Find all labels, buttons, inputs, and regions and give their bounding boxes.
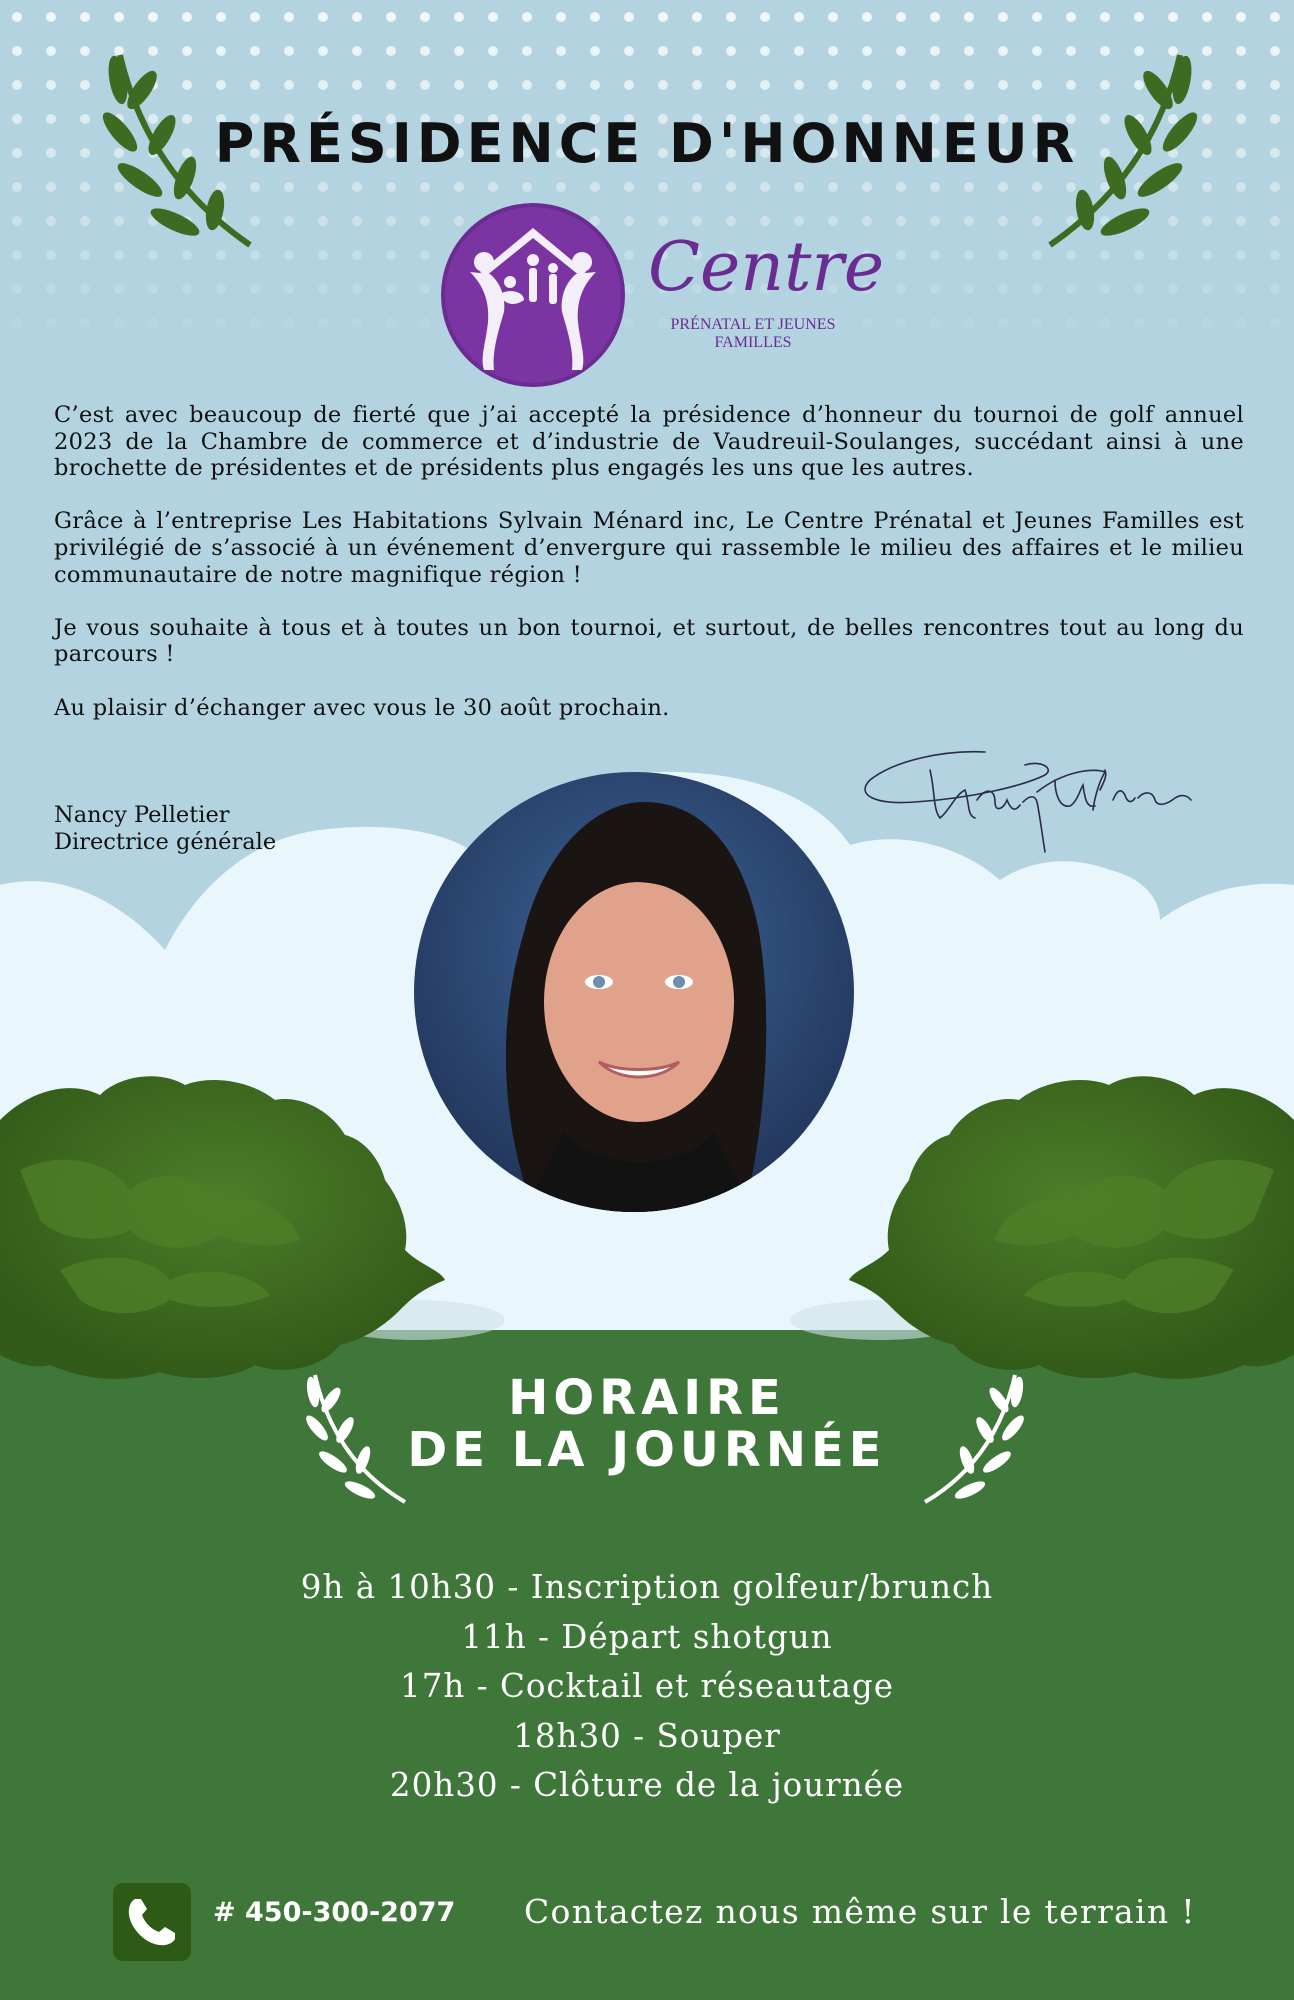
handwritten-signature <box>855 740 1195 860</box>
schedule-list <box>0 1563 1294 1811</box>
page-title: PRÉSIDENCE D'HONNEUR <box>214 112 1080 175</box>
logo-wordmark: Centre <box>648 228 885 307</box>
logo-subtitle-line: PRÉNATAL ET JEUNES <box>670 316 836 333</box>
schedule-item: 20h30 - Clôture de la journée <box>389 1766 905 1804</box>
signer-name: Nancy Pelletier <box>54 802 230 828</box>
schedule-item: 17h - Cocktail et réseautage <box>400 1667 894 1705</box>
contact-text: Contactez nous même sur le terrain ! <box>524 1892 1196 1931</box>
schedule-item: 9h à 10h30 - Inscription golfeur/brunch <box>300 1568 994 1606</box>
letter-paragraph: Grâce à l’entreprise Les Habitations Sylvain Ménard inc, Le Centre Prénatal et Jeunes Familles est privilégié de s’associé à un événement d’envergure qui rassemble le milieu des affaires et le milieu communautaire de notre magnifique région ! <box>54 508 1244 588</box>
schedule-title-line: DE LA JOURNÉE <box>407 1422 887 1478</box>
letter-paragraph: C’est avec beaucoup de fierté que j’ai accepté la présidence d’honneur du tournoi de golf annuel 2023 de la Chambre de commerce et d’industrie de Vaudreuil-Soulanges, succédant ainsi à une brochette de présidentes et de présidents plus engagés les uns que les autres. <box>54 402 1244 482</box>
phone-icon <box>113 1883 191 1961</box>
letter-paragraph: Au plaisir d’échanger avec vous le 30 août prochain. <box>54 694 670 721</box>
signer-role: Directrice générale <box>54 829 277 855</box>
logo-subtitle <box>648 316 858 352</box>
honor-letter <box>54 402 1244 748</box>
schedule-title-line: HORAIRE <box>508 1370 786 1426</box>
schedule-title <box>0 1372 1294 1476</box>
phone-number[interactable]: # 450-300-2077 <box>213 1897 456 1928</box>
signer-block <box>54 802 276 856</box>
director-portrait-photo <box>414 772 854 1212</box>
schedule-item: 18h30 - Souper <box>513 1716 781 1755</box>
schedule-item: 11h - Départ shotgun <box>461 1617 833 1656</box>
logo-subtitle-line: FAMILLES <box>714 334 792 351</box>
letter-paragraph: Je vous souhaite à tous et à toutes un bon tournoi, et surtout, de belles rencontres tout au long du parcours ! <box>54 614 1244 668</box>
centre-logo-emblem <box>440 202 626 388</box>
